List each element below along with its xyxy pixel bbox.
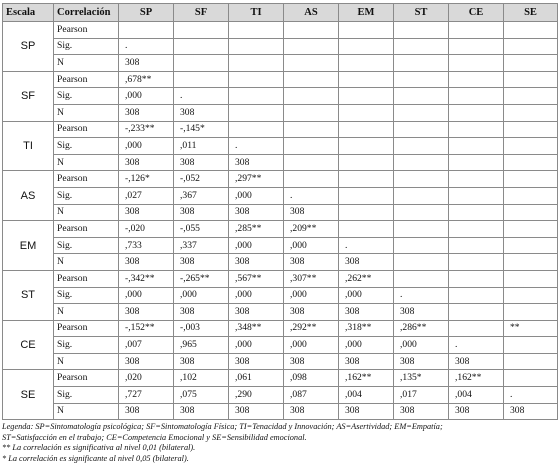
cell-n: 308: [229, 403, 284, 420]
cell-pearson: -,233**: [119, 121, 174, 138]
cell-pearson: [394, 121, 449, 138]
stat-label-pearson: Pearson: [54, 71, 119, 88]
legend-line-significance-005: * La correlación es significante al nivel 0,05 (bilateral).: [2, 454, 189, 464]
scale-label: AS: [3, 171, 54, 221]
table-row: [3, 154, 558, 171]
cell-sig: [284, 88, 339, 105]
cell-pearson: ,262**: [339, 270, 394, 287]
cell-pearson: [449, 320, 504, 337]
stat-label-pearson: Pearson: [54, 370, 119, 387]
cell-n: 308: [119, 55, 174, 72]
cell-n: 308: [229, 204, 284, 221]
cell-sig: [284, 138, 339, 155]
cell-sig: ,000: [394, 337, 449, 354]
cell-pearson: -,052: [174, 171, 229, 188]
cell-pearson: -,265**: [174, 270, 229, 287]
stat-label-n: N: [54, 104, 119, 121]
table-row: [3, 353, 558, 370]
cell-n: [284, 154, 339, 171]
cell-n: [339, 55, 394, 72]
cell-n: [284, 104, 339, 121]
cell-pearson: ,297**: [229, 171, 284, 188]
cell-n: 308: [339, 254, 394, 271]
table-row: [3, 270, 558, 287]
cell-n: [394, 55, 449, 72]
cell-pearson: [504, 171, 558, 188]
cell-n: [504, 304, 558, 321]
cell-sig: ,000: [284, 237, 339, 254]
cell-n: [504, 104, 558, 121]
table-row: [3, 187, 558, 204]
cell-n: [394, 154, 449, 171]
table-row: [3, 337, 558, 354]
header-as: AS: [284, 4, 339, 22]
cell-n: [449, 154, 504, 171]
stat-label-sig: Sig.: [54, 287, 119, 304]
cell-pearson: [229, 121, 284, 138]
cell-n: 308: [119, 154, 174, 171]
cell-sig: [339, 38, 394, 55]
cell-sig: .: [284, 187, 339, 204]
cell-sig: [449, 287, 504, 304]
cell-sig: ,004: [339, 387, 394, 404]
cell-n: [449, 254, 504, 271]
cell-n: 308: [174, 353, 229, 370]
cell-n: [339, 104, 394, 121]
cell-n: 308: [119, 104, 174, 121]
cell-sig: ,087: [284, 387, 339, 404]
cell-sig: ,000: [174, 287, 229, 304]
cell-pearson: [449, 121, 504, 138]
cell-pearson: -,126*: [119, 171, 174, 188]
cell-pearson: [339, 71, 394, 88]
cell-n: 308: [119, 403, 174, 420]
stat-label-pearson: Pearson: [54, 121, 119, 138]
scale-label: SP: [3, 22, 54, 72]
cell-n: [174, 55, 229, 72]
header-correlacion: Correlación: [54, 4, 119, 22]
table-row: [3, 387, 558, 404]
table-row: [3, 237, 558, 254]
cell-n: 308: [119, 254, 174, 271]
legend-line-significance-001: ** La correlación es significativa al nivel 0,01 (bilateral).: [2, 443, 196, 453]
cell-sig: ,017: [394, 387, 449, 404]
table-legend: [2, 422, 502, 464]
cell-n: [394, 204, 449, 221]
stat-label-pearson: Pearson: [54, 270, 119, 287]
stat-label-pearson: Pearson: [54, 221, 119, 238]
cell-n: 308: [284, 353, 339, 370]
cell-pearson: ,061: [229, 370, 284, 387]
cell-sig: ,727: [119, 387, 174, 404]
stat-label-n: N: [54, 403, 119, 420]
cell-n: 308: [174, 403, 229, 420]
cell-pearson: ,020: [119, 370, 174, 387]
cell-pearson: [284, 71, 339, 88]
cell-sig: [394, 138, 449, 155]
scale-label: SF: [3, 71, 54, 121]
header-sp: SP: [119, 4, 174, 22]
cell-sig: ,000: [339, 337, 394, 354]
cell-n: [229, 55, 284, 72]
table-row: [3, 204, 558, 221]
header-row: [3, 4, 558, 22]
cell-pearson: [394, 22, 449, 39]
cell-pearson: ,209**: [284, 221, 339, 238]
cell-sig: [284, 38, 339, 55]
cell-pearson: ,567**: [229, 270, 284, 287]
cell-sig: ,000: [119, 88, 174, 105]
cell-n: 308: [119, 304, 174, 321]
table-row: [3, 104, 558, 121]
cell-n: 308: [339, 403, 394, 420]
cell-n: [449, 204, 504, 221]
cell-pearson: [284, 171, 339, 188]
table-row: [3, 403, 558, 420]
scale-label: CE: [3, 320, 54, 370]
cell-pearson: ,102: [174, 370, 229, 387]
cell-n: 308: [119, 204, 174, 221]
table-row: [3, 171, 558, 188]
table-row: [3, 22, 558, 39]
correlation-table-figure: [2, 3, 537, 465]
cell-pearson: [449, 171, 504, 188]
cell-sig: ,000: [119, 287, 174, 304]
cell-pearson: [229, 71, 284, 88]
cell-sig: ,000: [284, 337, 339, 354]
cell-sig: [504, 187, 558, 204]
cell-n: [449, 304, 504, 321]
cell-pearson: [504, 221, 558, 238]
cell-n: 308: [229, 254, 284, 271]
cell-sig: .: [339, 237, 394, 254]
table-row: [3, 304, 558, 321]
header-escala: Escala: [3, 4, 54, 22]
cell-sig: [504, 287, 558, 304]
cell-n: 308: [174, 154, 229, 171]
cell-n: 308: [174, 204, 229, 221]
cell-n: 308: [229, 304, 284, 321]
stat-label-sig: Sig.: [54, 237, 119, 254]
cell-pearson: [284, 121, 339, 138]
cell-pearson: ,162**: [449, 370, 504, 387]
cell-n: 308: [504, 403, 558, 420]
cell-n: [504, 353, 558, 370]
cell-n: 308: [174, 254, 229, 271]
cell-n: [504, 154, 558, 171]
cell-pearson: [119, 22, 174, 39]
table-row: [3, 221, 558, 238]
cell-pearson: [229, 22, 284, 39]
cell-n: 308: [449, 353, 504, 370]
cell-pearson: ,318**: [339, 320, 394, 337]
stat-label-pearson: Pearson: [54, 22, 119, 39]
cell-sig: ,004: [449, 387, 504, 404]
table-row: [3, 287, 558, 304]
stat-label-sig: Sig.: [54, 138, 119, 155]
cell-n: 308: [284, 403, 339, 420]
cell-pearson: -,020: [119, 221, 174, 238]
cell-sig: ,000: [229, 337, 284, 354]
stat-label-n: N: [54, 55, 119, 72]
cell-n: [284, 55, 339, 72]
cell-sig: .: [174, 88, 229, 105]
stat-label-sig: Sig.: [54, 187, 119, 204]
cell-pearson: [504, 121, 558, 138]
cell-sig: [229, 88, 284, 105]
cell-sig: [449, 187, 504, 204]
cell-pearson: ,678**: [119, 71, 174, 88]
cell-sig: ,000: [229, 287, 284, 304]
table-row: [3, 38, 558, 55]
cell-n: [394, 104, 449, 121]
cell-n: 308: [119, 353, 174, 370]
table-row: [3, 254, 558, 271]
cell-pearson: ,098: [284, 370, 339, 387]
stat-label-n: N: [54, 353, 119, 370]
cell-n: [504, 254, 558, 271]
cell-n: [449, 104, 504, 121]
cell-sig: [504, 138, 558, 155]
cell-pearson: [449, 71, 504, 88]
cell-sig: [229, 38, 284, 55]
cell-pearson: [339, 22, 394, 39]
cell-sig: ,367: [174, 187, 229, 204]
cell-sig: [504, 88, 558, 105]
cell-n: 308: [174, 104, 229, 121]
cell-sig: .: [449, 337, 504, 354]
cell-sig: ,075: [174, 387, 229, 404]
cell-n: [339, 204, 394, 221]
cell-n: 308: [284, 254, 339, 271]
cell-sig: ,000: [229, 237, 284, 254]
stat-label-pearson: Pearson: [54, 171, 119, 188]
stat-label-n: N: [54, 204, 119, 221]
header-em: EM: [339, 4, 394, 22]
cell-pearson: -,342**: [119, 270, 174, 287]
cell-pearson: [339, 171, 394, 188]
cell-pearson: **: [504, 320, 558, 337]
table-row: [3, 320, 558, 337]
cell-n: 308: [284, 204, 339, 221]
cell-pearson: [504, 270, 558, 287]
cell-pearson: [449, 22, 504, 39]
cell-sig: ,000: [229, 187, 284, 204]
cell-n: [339, 154, 394, 171]
cell-pearson: [174, 71, 229, 88]
table-row: [3, 88, 558, 105]
scale-label: SE: [3, 370, 54, 420]
cell-pearson: -,152**: [119, 320, 174, 337]
cell-n: 308: [449, 403, 504, 420]
table-body: [3, 22, 558, 420]
cell-sig: [339, 138, 394, 155]
cell-sig: [449, 237, 504, 254]
cell-n: [504, 204, 558, 221]
stat-label-n: N: [54, 304, 119, 321]
cell-pearson: [504, 71, 558, 88]
cell-sig: [339, 187, 394, 204]
cell-n: 308: [284, 304, 339, 321]
cell-sig: ,000: [284, 287, 339, 304]
cell-sig: [394, 187, 449, 204]
cell-pearson: ,162**: [339, 370, 394, 387]
cell-sig: [394, 237, 449, 254]
cell-sig: .: [229, 138, 284, 155]
cell-n: 308: [394, 403, 449, 420]
stat-label-n: N: [54, 254, 119, 271]
cell-n: [394, 254, 449, 271]
cell-sig: [449, 38, 504, 55]
cell-pearson: ,285**: [229, 221, 284, 238]
cell-pearson: ,292**: [284, 320, 339, 337]
cell-pearson: -,003: [174, 320, 229, 337]
cell-n: 308: [339, 353, 394, 370]
cell-sig: ,337: [174, 237, 229, 254]
stat-label-n: N: [54, 154, 119, 171]
cell-sig: [174, 38, 229, 55]
header-ti: TI: [229, 4, 284, 22]
cell-n: 308: [394, 304, 449, 321]
cell-sig: [394, 38, 449, 55]
cell-sig: .: [119, 38, 174, 55]
table-row: [3, 71, 558, 88]
stat-label-pearson: Pearson: [54, 320, 119, 337]
cell-sig: [449, 88, 504, 105]
cell-pearson: -,055: [174, 221, 229, 238]
cell-pearson: [504, 22, 558, 39]
header-sf: SF: [174, 4, 229, 22]
cell-pearson: [449, 270, 504, 287]
cell-sig: ,965: [174, 337, 229, 354]
cell-n: 308: [174, 304, 229, 321]
cell-sig: [504, 337, 558, 354]
table-row: [3, 370, 558, 387]
header-ce: CE: [449, 4, 504, 22]
cell-sig: [394, 88, 449, 105]
cell-sig: [504, 38, 558, 55]
cell-pearson: [339, 121, 394, 138]
correlation-table: [2, 3, 558, 420]
cell-pearson: ,307**: [284, 270, 339, 287]
cell-sig: [504, 237, 558, 254]
cell-sig: ,000: [339, 287, 394, 304]
cell-pearson: -,145*: [174, 121, 229, 138]
cell-pearson: ,286**: [394, 320, 449, 337]
cell-n: [449, 55, 504, 72]
cell-sig: ,000: [119, 138, 174, 155]
cell-sig: ,733: [119, 237, 174, 254]
cell-pearson: [504, 370, 558, 387]
cell-sig: ,007: [119, 337, 174, 354]
header-se: SE: [504, 4, 558, 22]
stat-label-sig: Sig.: [54, 88, 119, 105]
cell-sig: [449, 138, 504, 155]
cell-sig: ,027: [119, 187, 174, 204]
header-st: ST: [394, 4, 449, 22]
cell-pearson: [394, 221, 449, 238]
table-row: [3, 55, 558, 72]
cell-sig: [339, 88, 394, 105]
stat-label-sig: Sig.: [54, 387, 119, 404]
stat-label-sig: Sig.: [54, 337, 119, 354]
cell-pearson: [394, 71, 449, 88]
stat-label-sig: Sig.: [54, 38, 119, 55]
cell-pearson: [394, 270, 449, 287]
table-row: [3, 121, 558, 138]
cell-pearson: ,348**: [229, 320, 284, 337]
cell-n: 308: [394, 353, 449, 370]
legend-line-abbreviations-1: Legenda: SP=Sintomatología psicológica; SF=Sintomatología Física; TI=Tenacidad y Innovación; AS=Asertividad; EM=Empatía;: [2, 422, 443, 432]
scale-label: EM: [3, 221, 54, 271]
cell-sig: ,011: [174, 138, 229, 155]
cell-n: 308: [229, 353, 284, 370]
cell-pearson: [284, 22, 339, 39]
cell-sig: ,290: [229, 387, 284, 404]
cell-n: 308: [339, 304, 394, 321]
cell-pearson: [449, 221, 504, 238]
cell-sig: .: [394, 287, 449, 304]
cell-sig: .: [504, 387, 558, 404]
legend-line-abbreviations-2: ST=Satisfacción en el trabajo; CE=Competencia Emocional y SE=Sensibilidad emocional.: [2, 432, 307, 442]
cell-pearson: [339, 221, 394, 238]
cell-n: [229, 104, 284, 121]
scale-label: TI: [3, 121, 54, 171]
cell-n: 308: [229, 154, 284, 171]
cell-pearson: ,135*: [394, 370, 449, 387]
scale-label: ST: [3, 270, 54, 320]
table-row: [3, 138, 558, 155]
cell-pearson: [174, 22, 229, 39]
cell-pearson: [394, 171, 449, 188]
cell-n: [504, 55, 558, 72]
